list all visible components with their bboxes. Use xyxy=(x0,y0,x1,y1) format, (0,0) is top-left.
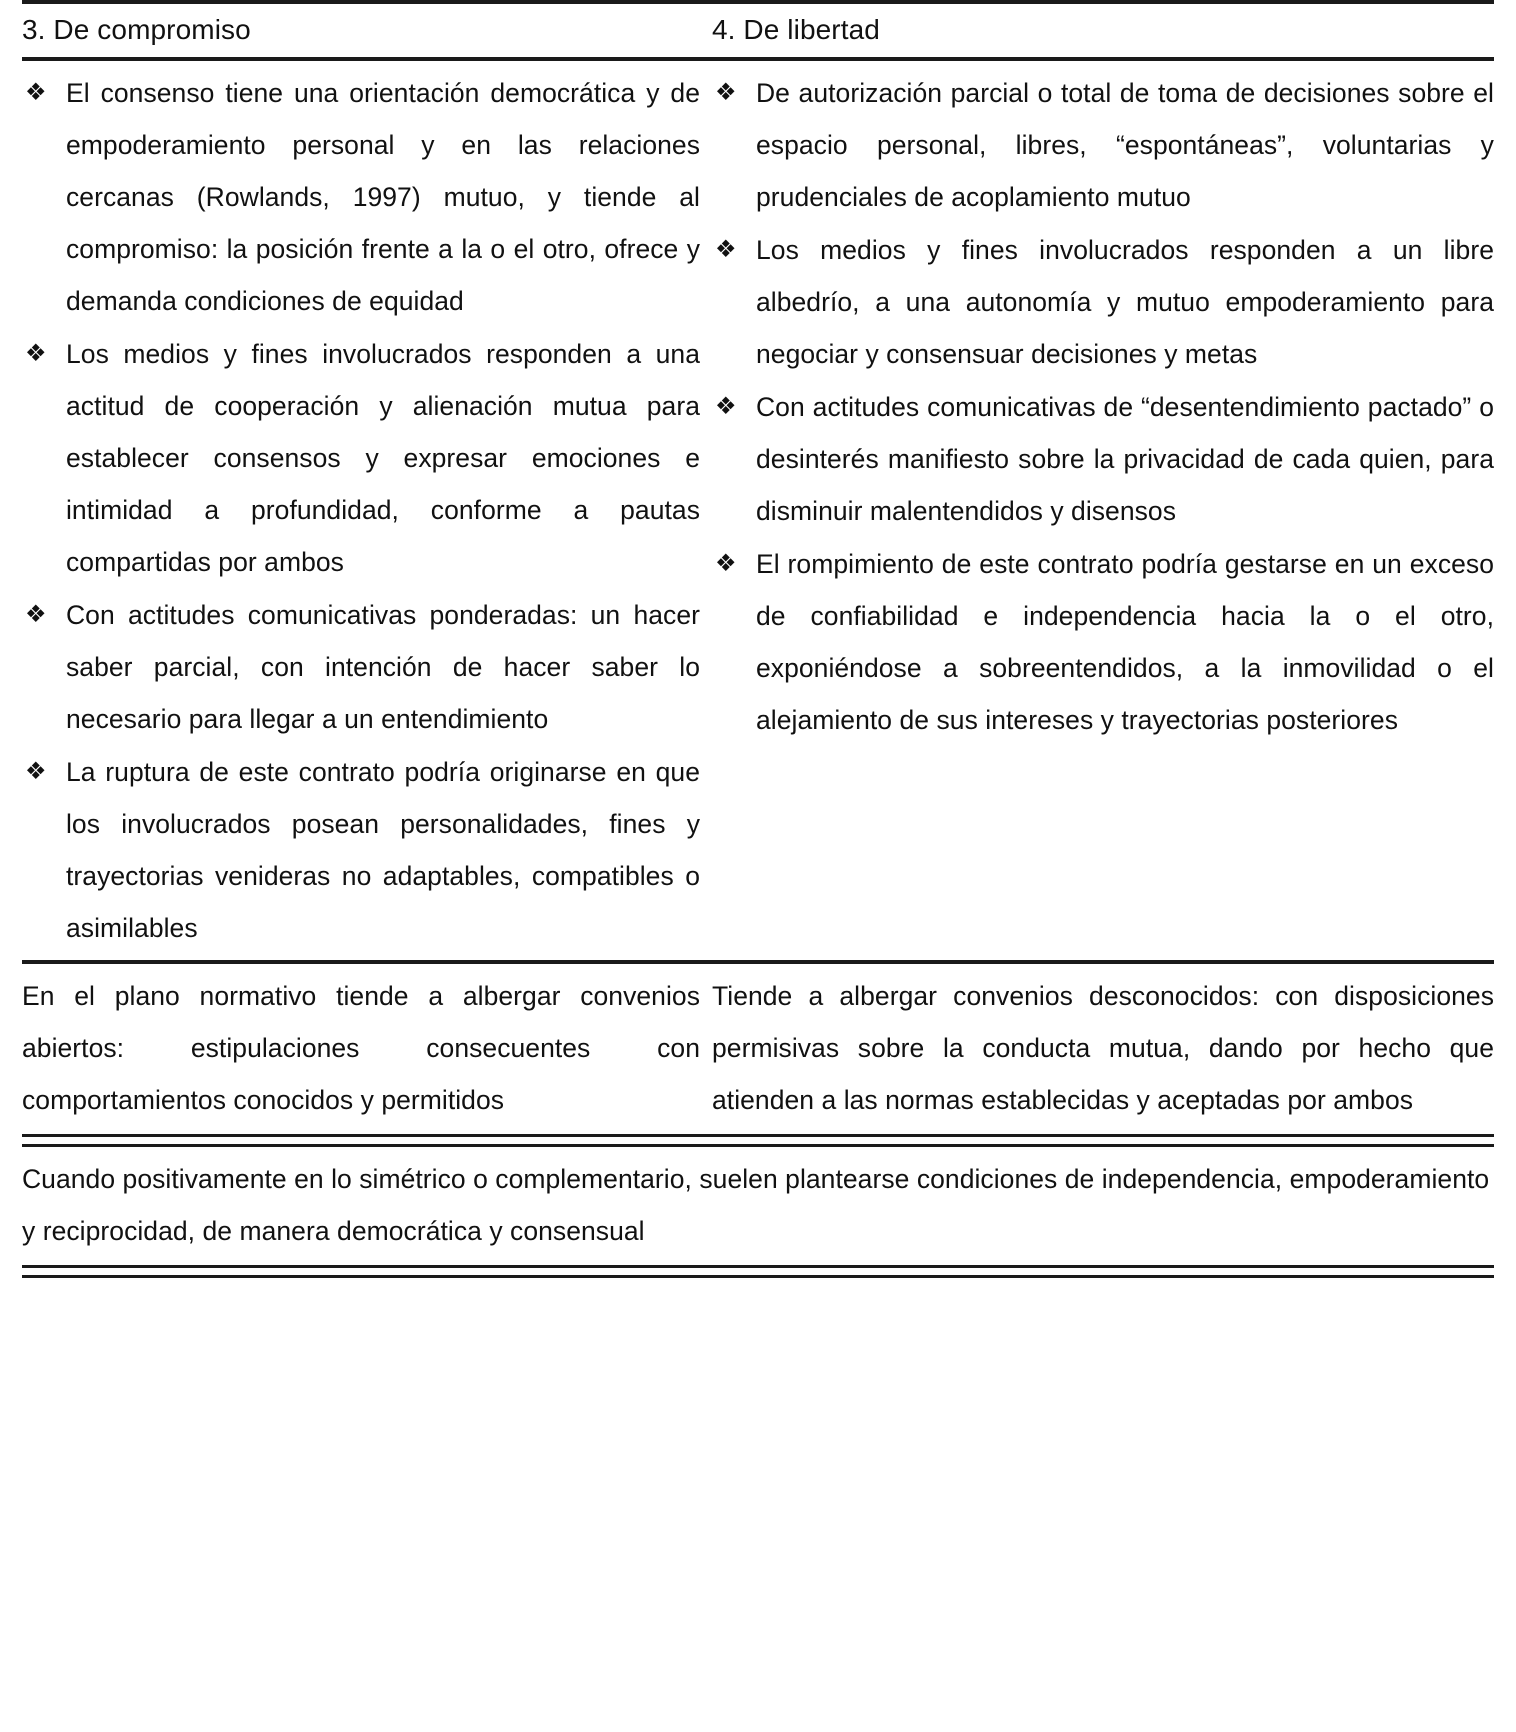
diamond-bullet-icon: ❖ xyxy=(25,758,47,785)
bullet-list-col4 xyxy=(712,67,1494,746)
list-item-text: La ruptura de este contrato podría originarse en que los involucrados posean personalidades, fines y trayectorias venideras no adaptables, compatibles o asimilables xyxy=(66,757,700,943)
list-item-text: Los medios y fines involucrados responden a un libre albedrío, a una autonomía y mutuo empoderamiento para negociar y consensuar decisiones y metas xyxy=(756,235,1494,369)
list-item-text: El consenso tiene una orientación democrática y de empoderamiento personal y en las relaciones cercanas (Rowlands, 1997) mutuo, y tiende al compromiso: la posición frente a la o el otro, ofrece y demanda condiciones de equidad xyxy=(66,78,700,316)
diamond-bullet-icon: ❖ xyxy=(715,393,737,420)
diamond-bullet-icon: ❖ xyxy=(715,550,737,577)
list-item-text: El rompimiento de este contrato podría gestarse en un exceso de confiabilidad e independencia hacia la o el otro, exponiéndose a sobreentendidos, a la inmovilidad o el alejamiento de sus intereses y trayectorias posteriores xyxy=(756,549,1494,735)
table-normative-row xyxy=(22,964,1494,1134)
table-bottom-border xyxy=(22,1265,1494,1278)
list-item xyxy=(712,381,1494,537)
diamond-bullet-icon: ❖ xyxy=(25,79,47,106)
list-item xyxy=(712,538,1494,746)
diamond-bullet-icon: ❖ xyxy=(25,601,47,628)
normative-row-bottom-border xyxy=(22,1134,1494,1147)
normative-cell-col3 xyxy=(22,970,700,1126)
list-item-text: De autorización parcial o total de toma de decisiones sobre el espacio personal, libres, “espontáneas”, voluntarias y prudenciales de acoplamiento mutuo xyxy=(756,78,1494,212)
list-item xyxy=(712,224,1494,380)
normative-text-col3: En el plano normativo tiende a albergar convenios abiertos: estipulaciones consecuentes con comportamientos conocidos y permitidos xyxy=(22,981,700,1115)
list-item xyxy=(22,746,700,954)
table-bullets-row xyxy=(22,61,1494,954)
column-header-cell-3 xyxy=(22,12,700,47)
table-header-row xyxy=(22,4,1494,57)
bullets-cell-col3 xyxy=(22,67,700,954)
list-item xyxy=(712,67,1494,223)
column-header-cell-4 xyxy=(700,12,1494,47)
list-item xyxy=(22,589,700,745)
list-item-text: Los medios y fines involucrados responden a una actitud de cooperación y alienación mutua para establecer consensos y expresar emociones e intimidad a profundidad, conforme a pautas compartidas por ambos xyxy=(66,339,700,577)
list-item xyxy=(22,67,700,327)
list-item xyxy=(22,328,700,588)
bullets-cell-col4 xyxy=(700,67,1494,746)
normative-cell-col4 xyxy=(700,970,1494,1126)
summary-text: Cuando positivamente en lo simétrico o complementario, suelen plantearse condiciones de independencia, empoderamiento y reciprocidad, de manera democrática y consensual xyxy=(22,1164,1490,1246)
list-item-text: Con actitudes comunicativas de “desentendimiento pactado” o desinterés manifiesto sobre la privacidad de cada quien, para disminuir malentendidos y disensos xyxy=(756,392,1494,526)
diamond-bullet-icon: ❖ xyxy=(715,236,737,263)
bullet-list-col3 xyxy=(22,67,700,954)
normative-text-col4: Tiende a albergar convenios desconocidos: con disposiciones permisivas sobre la conducta mutua, dando por hecho que atienden a las normas establecidas y aceptadas por ambos xyxy=(712,981,1494,1115)
table-summary-row xyxy=(22,1147,1494,1265)
diamond-bullet-icon: ❖ xyxy=(715,79,737,106)
column-title-4: 4. De libertad xyxy=(712,14,880,45)
list-item-text: Con actitudes comunicativas ponderadas: un hacer saber parcial, con intención de hacer saber lo necesario para llegar a un entendimiento xyxy=(66,600,700,734)
column-title-3: 3. De compromiso xyxy=(22,14,251,45)
diamond-bullet-icon: ❖ xyxy=(25,340,47,367)
